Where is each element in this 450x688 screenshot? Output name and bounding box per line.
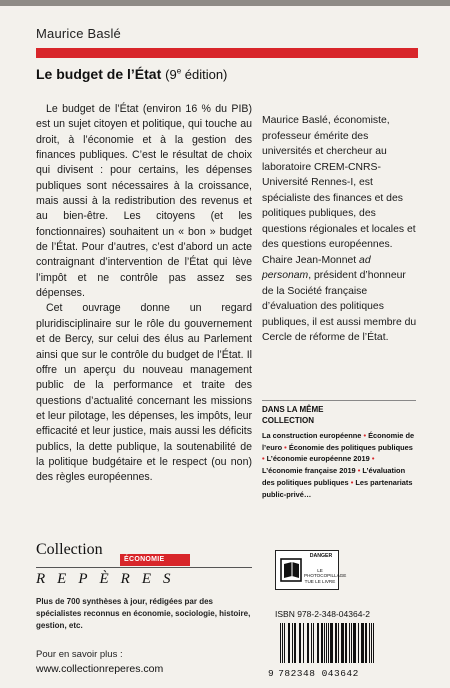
collection-separator: • bbox=[262, 454, 267, 464]
barcode-bar bbox=[361, 623, 364, 663]
same-collection-box bbox=[262, 400, 416, 500]
barcode-bar bbox=[351, 623, 352, 663]
collection-separator: • bbox=[282, 442, 289, 452]
collection-separator: • bbox=[355, 466, 363, 476]
collection-item: Économie de l’euro bbox=[262, 431, 415, 452]
barcode-bar bbox=[349, 623, 350, 663]
barcode-number: 9 782348 043642 bbox=[268, 668, 359, 679]
barcode-bar bbox=[373, 623, 374, 663]
collection-item: La construction européenne bbox=[262, 431, 362, 440]
danger-title: DANGER bbox=[309, 553, 333, 559]
barcode-bar bbox=[294, 623, 296, 663]
collection-separator: • bbox=[348, 477, 356, 487]
brand-divider bbox=[36, 567, 252, 568]
barcode-bar bbox=[326, 623, 327, 663]
book-hand-icon bbox=[279, 556, 305, 584]
barcode-bar bbox=[313, 623, 314, 663]
barcode-bar bbox=[288, 623, 290, 663]
top-edge bbox=[0, 0, 450, 6]
book-title bbox=[36, 66, 227, 82]
barcode-bar bbox=[280, 623, 281, 663]
barcode-bar bbox=[303, 623, 304, 663]
barcode-bar bbox=[282, 623, 283, 663]
series-description: Plus de 700 synthèses à jour, rédigées par des spécialistes reconnus en économie, sociologie, histoire, gestion, etc. bbox=[36, 597, 251, 630]
collection-item: L’économie française 2019 bbox=[262, 466, 356, 476]
economie-badge: ÉCONOMIE bbox=[120, 554, 190, 566]
barcode-bar bbox=[369, 623, 370, 663]
summary-paragraph-1: Le budget de l’État (environ 16 % du PIB) est un sujet citoyen et politique, qui touche au droit, à l’économie et à la gestion des finances publiques. C’est le résultat de choix qui divisent : pour certains, les dépenses publiques sont nécessaires à la croissance, mais aussi à la redistribution des revenus et au bien-être. Les citoyens (et les fonctionnaires) souhaitent un « bon » budget de l’État. Pour d’autres, c’est d’abord un acte contraignant d’intervention de l’État qui lève l’impôt et ne contrôle pas assez ses dépenses. bbox=[36, 103, 252, 300]
barcode-bar bbox=[307, 623, 309, 663]
barcode-bar bbox=[353, 623, 356, 663]
collection-item: L’évaluation des politiques publiques bbox=[262, 466, 406, 487]
danger-subtitle: LE PHOTOCOPILLAGE TUE LE LIVRE bbox=[304, 568, 347, 584]
barcode-bar bbox=[292, 623, 293, 663]
author-name: Maurice Baslé bbox=[36, 26, 121, 41]
title-main: Le budget de l’État bbox=[36, 66, 162, 82]
more-info-label: Pour en savoir plus : bbox=[36, 649, 123, 660]
barcode-bar bbox=[335, 623, 337, 663]
barcode-bar bbox=[317, 623, 319, 663]
title-edition: (9e édition) bbox=[165, 66, 228, 82]
website-link[interactable]: www.collectionreperes.com bbox=[36, 663, 164, 675]
barcode-bar bbox=[358, 623, 359, 663]
barcode-bar bbox=[284, 623, 285, 663]
barcode bbox=[278, 623, 418, 667]
collection-item: L’économie européenne 2019 bbox=[266, 454, 370, 464]
same-collection-list bbox=[262, 430, 416, 500]
collection-separator: • bbox=[361, 431, 369, 440]
barcode-bar bbox=[365, 623, 367, 663]
barcode-bar bbox=[324, 623, 325, 663]
red-title-bar bbox=[36, 48, 418, 58]
summary-text bbox=[36, 102, 252, 486]
same-collection-heading: DANS LA MÊME COLLECTION bbox=[262, 400, 416, 426]
barcode-bar bbox=[341, 623, 344, 663]
collection-item: Économie des politiques publiques bbox=[288, 442, 413, 452]
barcode-bar bbox=[328, 623, 329, 663]
barcode-bar bbox=[338, 623, 339, 663]
barcode-bar bbox=[311, 623, 312, 663]
series-name: REPÈRES bbox=[36, 571, 183, 587]
barcode-bar bbox=[345, 623, 347, 663]
barcode-bar bbox=[330, 623, 333, 663]
barcode-bar bbox=[321, 623, 323, 663]
collection-item: Les partenariats public-privé… bbox=[262, 477, 413, 499]
collection-separator: • bbox=[369, 454, 375, 464]
collection-label: Collection bbox=[36, 541, 103, 558]
danger-photocopillage-logo bbox=[275, 550, 347, 590]
author-bio: Maurice Baslé, économiste, professeur émérite des universités et chercheur au laboratoire CREM-CNRS-Université Rennes-I, est spécialiste des finances et des politiques publiques, des questions régionales et locales et des questions européennes. Chaire Jean-Monnet ad personam, président d’honneur de la Société française d’évaluation des politiques publiques, il est aussi membre du Cercle de réforme de l’État. bbox=[262, 115, 417, 343]
bio-italic: ad personam bbox=[262, 254, 371, 281]
summary-paragraph-2: Cet ouvrage donne un regard pluridisciplinaire sur le rôle du gouvernement et de Bercy, sur celui des élus au Parlement ainsi que sur le contrôle du budget de l’État. Il offre un aperçu du nouveau management public de la performance et traite des questions d’actualité concernant les missions et leur pilotage, les dépenses, les impôts, leur efficacité et leur justice, mais aussi les déficits publics, la dette publique, la soutenabilité de la politique budgétaire et le respect (ou non) des règles européennes. bbox=[36, 302, 252, 484]
barcode-bar bbox=[299, 623, 301, 663]
barcode-bar bbox=[371, 623, 372, 663]
isbn-text: ISBN 978-2-348-04364-2 bbox=[275, 609, 370, 619]
